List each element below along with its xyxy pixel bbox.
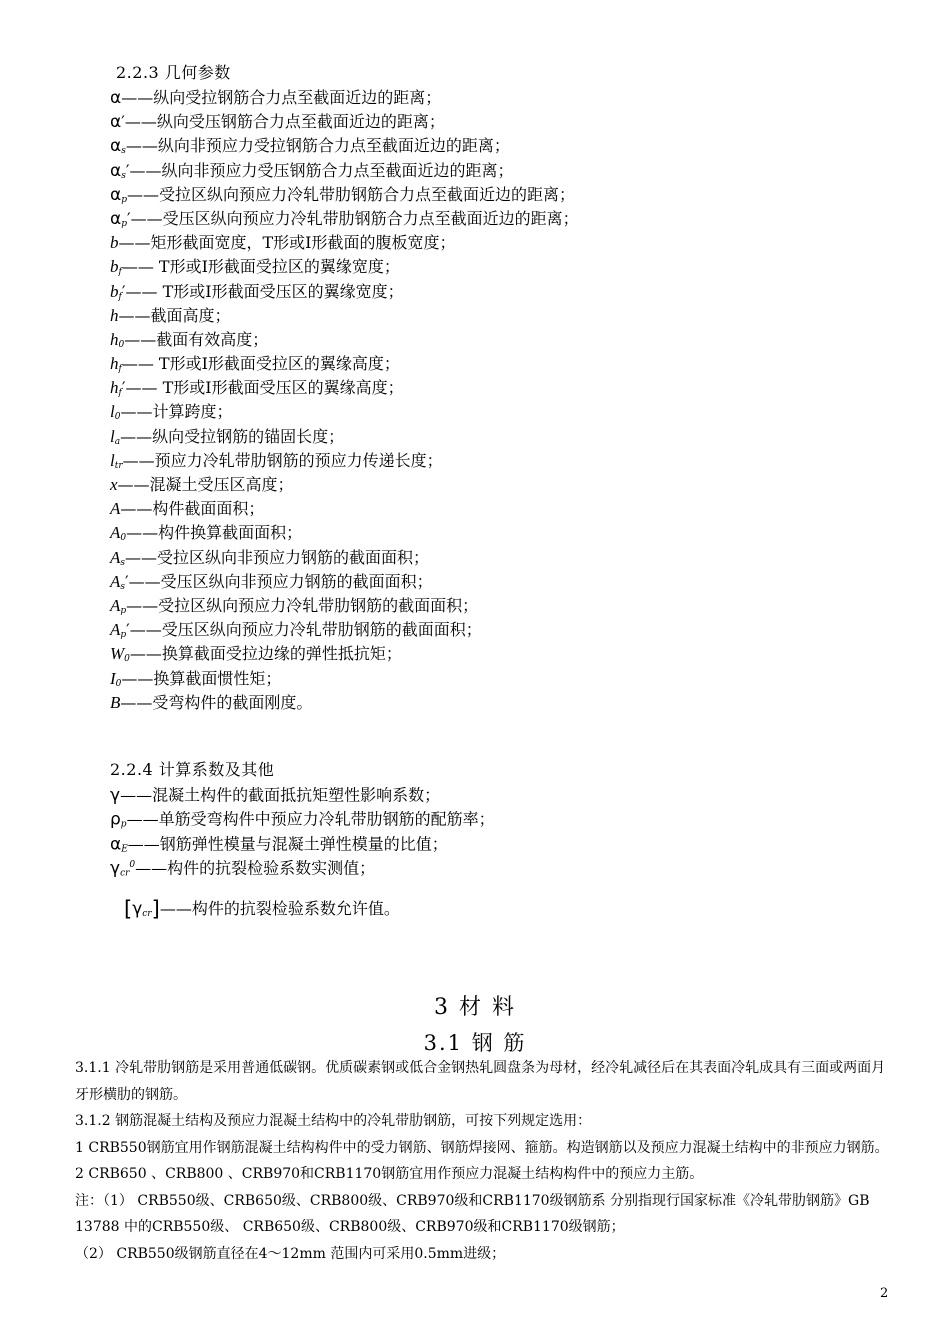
symbol-subscript: 0 <box>124 654 130 665</box>
symbol: I <box>110 668 116 688</box>
symbol-definition <box>110 255 579 279</box>
symbol-prime: ′ <box>121 281 126 301</box>
symbol-description: ——受拉区纵向预应力冷轧带肋钢筋的截面面积； <box>126 595 479 615</box>
symbol-description: ——受压区纵向非预应力钢筋的截面面积； <box>128 571 433 591</box>
symbol-description: ——纵向受拉钢筋的锚固长度； <box>120 426 345 446</box>
symbol-description: ——预应力冷轧带肋钢筋的预应力传递长度； <box>122 450 443 470</box>
symbol-description: ——钢筋弹性模量与混凝土弹性模量的比值； <box>127 834 448 854</box>
close-bracket: ] <box>151 897 160 921</box>
symbol-subscript: 0 <box>115 678 122 689</box>
symbol-definition <box>110 231 579 255</box>
symbol-definition <box>110 86 579 110</box>
symbol: γ <box>132 899 143 919</box>
symbol-description: ——受压区纵向预应力冷轧带肋钢筋的截面面积； <box>129 620 482 640</box>
paragraph: 2 CRB650 、CRB800 、CRB970和CRB1170钢筋宜用作预应力混凝土结构构件中的预应力主筋。 <box>75 1166 704 1182</box>
symbol-description: ——纵向受拉钢筋合力点至截面近边的距离； <box>121 88 442 107</box>
symbol-definition <box>110 853 495 877</box>
symbol: A <box>110 547 121 567</box>
symbol-definition <box>110 183 579 207</box>
symbol-definition <box>110 207 579 231</box>
symbol: A <box>110 571 121 591</box>
symbol: x <box>110 475 118 494</box>
symbol-subscript: p <box>120 819 127 830</box>
symbol: γ <box>110 858 121 879</box>
open-bracket: [ <box>124 897 133 921</box>
symbol-description: ——受拉区纵向非预应力钢筋的截面面积； <box>125 547 430 567</box>
symbol-description: ——受压区纵向预应力冷轧带肋钢筋合力点至截面近边的距离； <box>130 208 579 228</box>
symbol-definition <box>110 546 579 570</box>
symbol: l <box>110 450 115 470</box>
symbol-subscript: f <box>118 388 122 399</box>
symbol-definition <box>110 804 495 828</box>
symbol: l <box>110 426 115 446</box>
symbol-description: ——受拉区纵向预应力冷轧带肋钢筋合力点至截面近边的距离； <box>126 184 575 204</box>
symbol-description: ——构件截面面积； <box>120 499 265 519</box>
symbol-definition <box>110 449 579 473</box>
symbol-definition <box>110 376 579 400</box>
symbol-subscript: cr <box>142 909 152 919</box>
symbol-definition <box>110 473 579 497</box>
symbol: α <box>110 160 122 181</box>
symbol-definition <box>110 570 579 594</box>
symbol-subscript: 0 <box>120 533 127 544</box>
chapter-title: 3 材 料 <box>434 995 516 1020</box>
symbol-subscript: s <box>121 170 126 181</box>
symbol-subscript: tr <box>114 460 123 471</box>
symbol-definition <box>110 425 579 449</box>
section-heading-2-2-4: 2.2.4 计算系数及其他 <box>110 760 275 779</box>
symbol-subscript: p <box>120 630 127 641</box>
symbol-description: ——换算截面受拉边缘的弹性抵抗矩； <box>129 644 402 664</box>
symbol-prime: ′ <box>121 112 125 132</box>
body-text <box>75 1055 895 1267</box>
symbol-description: —— T形或I形截面受压区的翼缘宽度； <box>125 281 404 301</box>
symbol-definition <box>110 618 579 642</box>
symbol-subscript: E <box>121 844 128 855</box>
symbol-definition <box>110 642 579 666</box>
symbol-subscript: a <box>114 436 121 447</box>
symbol-description: ——混凝土受压区高度； <box>117 475 294 494</box>
paragraph: 1 CRB550钢筋宜用作钢筋混凝土结构构件中的受力钢筋、钢筋焊接网、箍筋。构造钢筋以及预应力混凝土结构中的非预应力钢筋。 <box>75 1139 889 1156</box>
symbol-prime: ′ <box>121 378 126 398</box>
symbol-definition <box>110 328 579 352</box>
symbol-definition <box>110 352 579 376</box>
symbol-definition <box>110 829 495 853</box>
symbol-subscript: cr <box>120 868 130 879</box>
symbol-subscript: s <box>120 557 126 568</box>
symbol: α <box>110 112 122 133</box>
symbol-definition <box>110 667 579 691</box>
symbol-description: ——换算截面惯性矩； <box>121 668 282 688</box>
section-title: 3.1 钢 筋 <box>423 1031 527 1055</box>
symbol-description: ——纵向非预应力受压钢筋合力点至截面近边的距离； <box>129 160 514 180</box>
symbol-description: —— T形或I形截面受压区的翼缘高度； <box>125 378 404 398</box>
geometry-symbol-list <box>110 86 579 715</box>
symbol-subscript: f <box>118 364 122 375</box>
paragraph: （2） CRB550级钢筋直径在4～12mm 范围内可采用0.5mm进级； <box>75 1245 506 1262</box>
symbol-description: ——单筋受弯构件中预应力冷轧带肋钢筋的配筋率； <box>126 809 495 829</box>
symbol-subscript: p <box>120 605 127 616</box>
symbol: b <box>110 233 119 253</box>
symbol: α <box>110 208 122 229</box>
coefficient-symbol-list <box>110 780 495 878</box>
page-number: 2 <box>880 1286 889 1301</box>
symbol-subscript: f <box>118 267 122 278</box>
symbol: h <box>110 329 119 349</box>
symbol-subscript: s <box>120 581 126 592</box>
symbol-definition <box>110 780 495 804</box>
symbol-prime: ′ <box>125 571 129 591</box>
paragraph: 注：（1） CRB550级、CRB650级、CRB800级、CRB970级和CRB1170级钢筋系 分别指现行国家标准《冷轧带肋钢筋》GB 13788 中的CRB550级、 CRB650级、CRB800级、CRB970级和CRB1170级钢筋； <box>75 1192 870 1235</box>
symbol-description: ——计算跨度； <box>120 402 233 422</box>
symbol: l <box>110 402 115 422</box>
symbol-description: ——截面高度； <box>118 305 231 325</box>
symbol-subscript: p <box>121 218 127 229</box>
symbol: W <box>110 644 125 664</box>
paragraph: 3.1.2 钢筋混凝土结构及预应力混凝土结构中的冷轧带肋钢筋，可按下列规定选用： <box>75 1113 592 1129</box>
symbol-definition <box>110 280 579 304</box>
symbol-definition <box>110 691 579 715</box>
symbol-description: ——受弯构件的截面刚度。 <box>120 692 313 712</box>
symbol-definition <box>110 521 579 545</box>
symbol-superscript: 0 <box>129 860 136 871</box>
symbol: α <box>110 88 122 108</box>
symbol: h <box>110 305 119 325</box>
symbol-description: —— T形或I形截面受拉区的翼缘宽度； <box>121 257 400 277</box>
symbol-subscript: s <box>121 146 126 157</box>
symbol-description: ——混凝土构件的截面抵抗矩塑性影响系数； <box>120 785 441 805</box>
symbol-definition <box>110 110 579 134</box>
symbol-description: ——构件的抗裂检验系数实测值； <box>135 858 376 878</box>
symbol-definition <box>110 400 579 424</box>
symbol: A <box>110 595 121 615</box>
symbol-description: ——构件的抗裂检验系数允许值。 <box>159 899 400 918</box>
symbol: h <box>110 378 119 398</box>
symbol-prime: ′ <box>125 160 130 180</box>
symbol-prime: ′ <box>126 208 131 228</box>
symbol: α <box>110 184 122 205</box>
symbol-description: ——矩形截面宽度，T形或I形截面的腹板宽度； <box>118 233 456 253</box>
symbol: B <box>110 692 121 712</box>
symbol-subscript: p <box>121 194 127 205</box>
paragraph: 3.1.1 冷轧带肋钢筋是采用普通低碳钢。优质碳素钢或低合金钢热轧圆盘条为母材，经冷轧减径后在其表面冷轧成具有三面或两面月牙形横肋的钢筋。 <box>75 1060 886 1103</box>
symbol: γ <box>110 785 121 806</box>
symbol-subscript: f <box>118 291 122 302</box>
symbol-definition <box>110 134 579 158</box>
symbol-description: ——纵向受压钢筋合力点至截面近边的距离； <box>124 112 445 132</box>
symbol-prime: ′ <box>126 620 130 640</box>
symbol: A <box>110 499 121 519</box>
symbol: α <box>110 136 122 157</box>
symbol-definition <box>110 594 579 618</box>
allowable-coefficient-definition <box>124 896 400 921</box>
symbol: b <box>110 281 119 301</box>
symbol-description: ——构件换算截面面积； <box>126 523 303 543</box>
symbol-description: ——截面有效高度； <box>124 329 269 349</box>
symbol: ρ <box>110 809 121 830</box>
symbol-subscript: 0 <box>118 339 125 350</box>
symbol-definition <box>110 159 579 183</box>
symbol-description: ——纵向非预应力受拉钢筋合力点至截面近边的距离； <box>125 136 510 156</box>
symbol-definition <box>110 497 579 521</box>
symbol: A <box>110 523 121 543</box>
symbol: α <box>110 834 122 855</box>
symbol-description: —— T形或I形截面受拉区的翼缘高度； <box>121 354 400 374</box>
symbol: h <box>110 354 119 374</box>
section-heading-2-2-3: 2.2.3 几何参数 <box>116 63 231 82</box>
symbol-subscript: 0 <box>114 412 121 423</box>
symbol: A <box>110 620 121 640</box>
symbol: b <box>110 257 119 277</box>
symbol-definition <box>110 304 579 328</box>
